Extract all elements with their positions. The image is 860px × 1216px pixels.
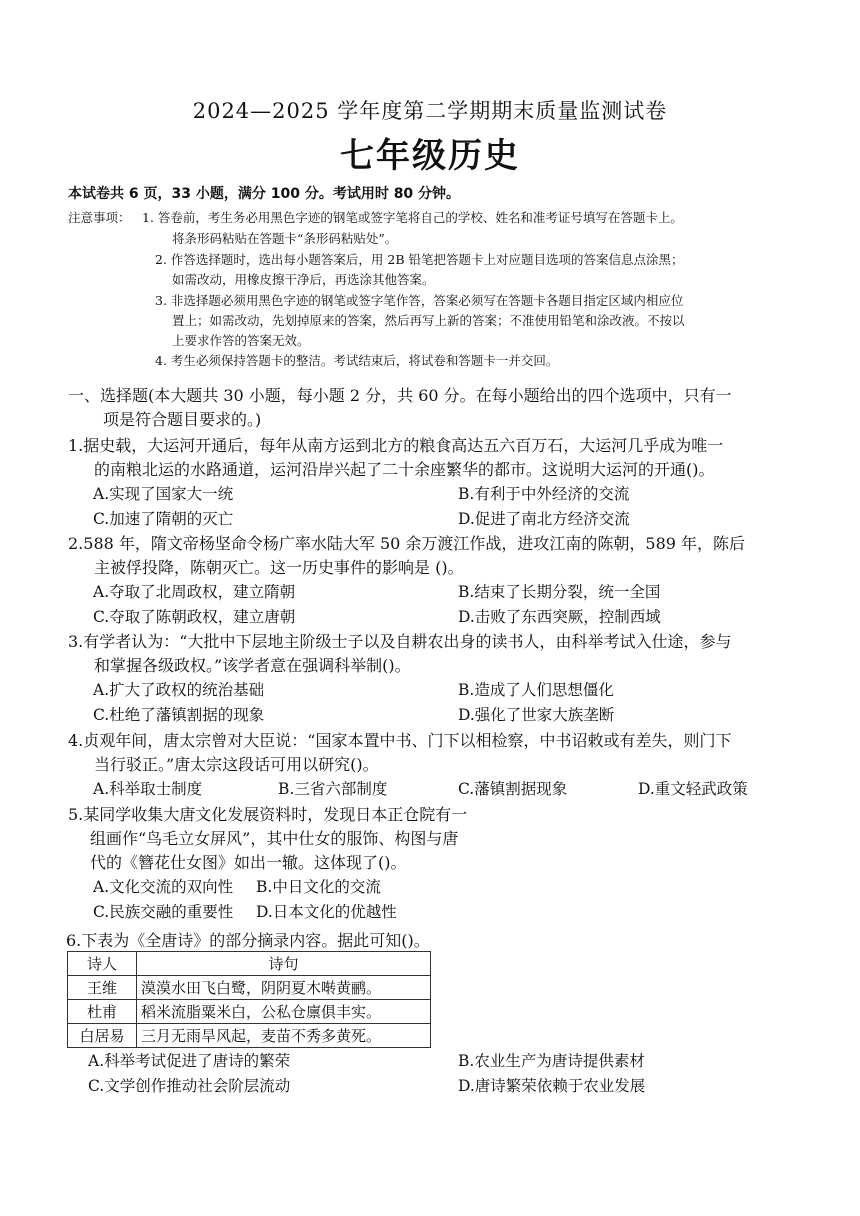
note-line: 3. 非选择题必须用黑色字迹的钢笔或签字笔作答，答案必须写在答题卡各题目指定区域内相应位 bbox=[155, 293, 684, 308]
note-line: 上要求作答的答案无效。 bbox=[172, 333, 310, 348]
poet-cell: 王维 bbox=[68, 976, 137, 1000]
note-line: 2. 作答选择题时，选出每小题答案后，用 2B 铅笔把答题卡上对应题目选项的答案信息点涂黑； bbox=[155, 252, 684, 267]
q6-option-d: D.唐诗繁荣依赖于农业发展 bbox=[458, 1077, 646, 1095]
verse-cell: 稻米流脂粟米白，公私仓廪俱丰实。 bbox=[137, 1000, 431, 1024]
q1-option-a: A.实现了国家大一统 bbox=[93, 485, 234, 503]
question-3-text: 和掌握各级政权。”该学者意在强调科举制()。 bbox=[94, 656, 411, 675]
q6-option-b: B.农业生产为唐诗提供素材 bbox=[458, 1052, 645, 1070]
question-5-text: 代的《簪花仕女图》如出一辙。这体现了()。 bbox=[90, 853, 407, 872]
q1-option-d: D.促进了南北方经济交流 bbox=[458, 510, 630, 528]
verse-cell: 漠漠水田飞白鹭，阴阴夏木啭黄鹂。 bbox=[137, 976, 431, 1000]
note-line: 如需改动，用橡皮擦干净后，再选涂其他答案。 bbox=[172, 272, 435, 287]
question-5-text: 组画作“鸟毛立女屏风”，其中仕女的服饰、构图与唐 bbox=[90, 829, 459, 848]
question-6-text: 6.下表为《全唐诗》的部分摘录内容。据此可知()。 bbox=[66, 931, 430, 950]
table-header-row bbox=[68, 952, 431, 976]
note-line: 4. 考生必须保持答题卡的整洁。考试结束后，将试卷和答题卡一并交回。 bbox=[155, 353, 559, 368]
question-5-text: 5.某同学收集大唐文化发展资料时，发现日本正仓院有一 bbox=[68, 805, 468, 824]
q3-option-d: D.强化了世家大族垄断 bbox=[458, 706, 615, 724]
question-2-text: 主被俘投降，陈朝灭亡。这一历史事件的影响是 ()。 bbox=[94, 558, 464, 577]
q2-option-a: A.夺取了北周政权，建立隋朝 bbox=[93, 583, 296, 601]
exam-title: 2024—2025 学年度第二学期期末质量监测试卷 bbox=[192, 99, 668, 123]
q6-option-c: C.文学创作推动社会阶层流动 bbox=[88, 1077, 291, 1095]
q5-option-c: C.民族交融的重要性 bbox=[93, 903, 234, 921]
exam-info: 本试卷共 6 页，33 小题，满分 100 分。考试用时 80 分钟。 bbox=[68, 186, 461, 202]
q2-option-d: D.击败了东西突厥，控制西域 bbox=[458, 608, 661, 626]
q2-option-b: B.结束了长期分裂，统一全国 bbox=[458, 583, 661, 601]
question-2-text: 2.588 年，隋文帝杨坚命令杨广率水陆大军 50 余万渡江作战，进攻江南的陈朝，589 年，陈后 bbox=[68, 534, 746, 553]
note-line: 1. 答卷前，考生务必用黑色字迹的钢笔或签字笔将自己的学校、姓名和准考证号填写在答题卡上。 bbox=[142, 210, 683, 225]
q1-option-c: C.加速了隋朝的灭亡 bbox=[93, 510, 234, 528]
question-4-text: 当行驳正。”唐太宗这段话可用以研究()。 bbox=[94, 755, 379, 774]
q5-option-a: A.文化交流的双向性 bbox=[93, 878, 234, 896]
question-4-text: 4.贞观年间，唐太宗曾对大臣说：“国家本置中书、门下以相检察，中书诏敕或有差失，则门下 bbox=[68, 731, 732, 750]
q5-option-b: B.中日文化的交流 bbox=[256, 878, 381, 896]
subject-title: 七年级历史 bbox=[340, 136, 520, 176]
q4-option-a: A.科举取士制度 bbox=[93, 780, 203, 798]
section-heading: 一、选择题(本大题共 30 小题，每小题 2 分，共 60 分。在每小题给出的四个选项中，只有一 bbox=[68, 386, 732, 405]
q1-option-b: B.有利于中外经济的交流 bbox=[458, 485, 630, 503]
section-heading-cont: 项是符合题目要求的。) bbox=[103, 410, 262, 429]
q2-option-c: C.夺取了陈朝政权，建立唐朝 bbox=[93, 608, 296, 626]
q4-option-d: D.重文轻武政策 bbox=[638, 780, 748, 798]
poet-cell: 白居易 bbox=[68, 1024, 137, 1048]
verse-cell: 三月无雨旱风起，麦苗不秀多黄死。 bbox=[137, 1024, 431, 1048]
table-header-verse: 诗句 bbox=[137, 952, 431, 976]
q4-option-b: B.三省六部制度 bbox=[278, 780, 388, 798]
q6-option-a: A.科举考试促进了唐诗的繁荣 bbox=[88, 1052, 291, 1070]
notes-label: 注意事项： bbox=[68, 210, 131, 225]
table-row bbox=[68, 1000, 431, 1024]
table-row bbox=[68, 1024, 431, 1048]
poet-cell: 杜甫 bbox=[68, 1000, 137, 1024]
poem-table bbox=[67, 951, 431, 1048]
question-3-text: 3.有学者认为：“大批中下层地主阶级士子以及自耕农出身的读书人，由科举考试入仕途，参与 bbox=[68, 632, 732, 651]
note-line: 将条形码粘贴在答题卡“条形码粘贴处”。 bbox=[172, 231, 398, 246]
note-line: 置上；如需改动，先划掉原来的答案，然后再写上新的答案；不准使用铅笔和涂改液。不按以 bbox=[172, 313, 685, 328]
question-1-text: 1.据史载，大运河开通后，每年从南方运到北方的粮食高达五六百万石，大运河几乎成为唯一 bbox=[68, 436, 724, 455]
q4-option-c: C.藩镇割据现象 bbox=[458, 780, 568, 798]
q3-option-c: C.杜绝了藩镇割据的现象 bbox=[93, 706, 265, 724]
table-header-poet: 诗人 bbox=[68, 952, 137, 976]
question-1-text: 的南粮北运的水路通道，运河沿岸兴起了二十余座繁华的都市。这说明大运河的开通()。 bbox=[94, 460, 715, 479]
q3-option-a: A.扩大了政权的统治基础 bbox=[93, 681, 265, 699]
table-row bbox=[68, 976, 431, 1000]
q3-option-b: B.造成了人们思想僵化 bbox=[458, 681, 614, 699]
q5-option-d: D.日本文化的优越性 bbox=[256, 903, 397, 921]
